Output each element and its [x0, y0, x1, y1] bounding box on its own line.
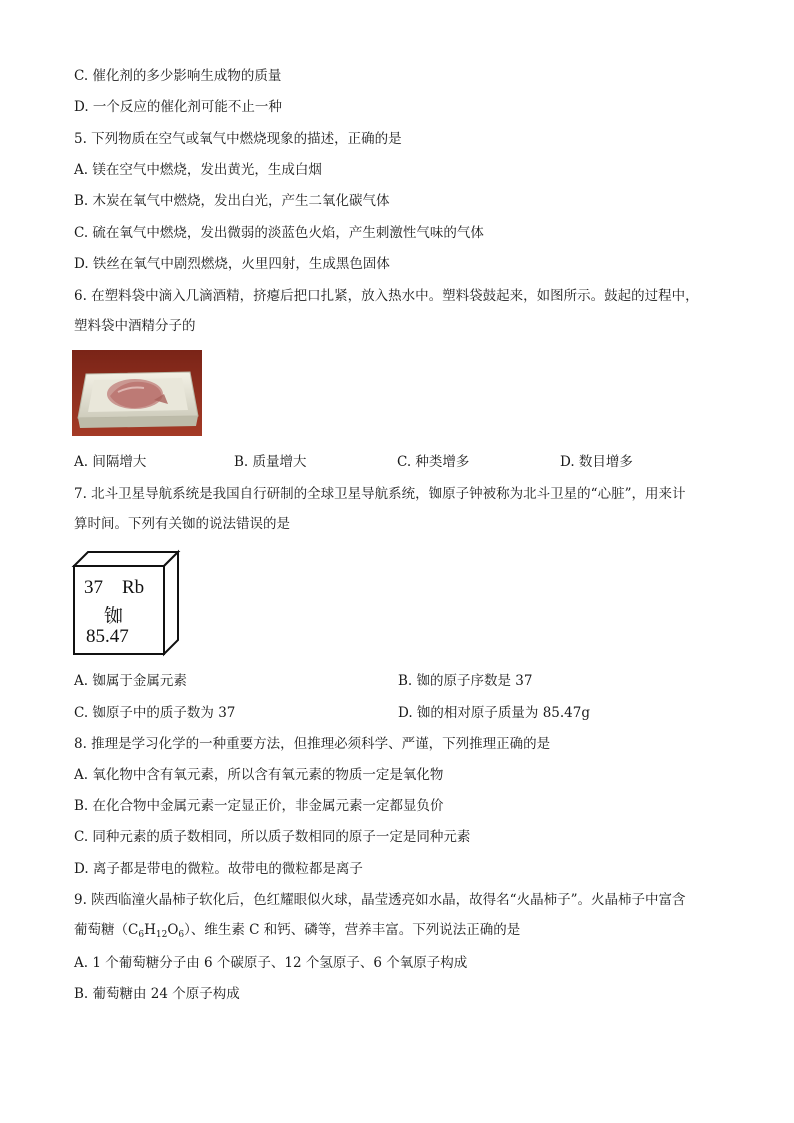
- question-6-line-2: 塑料袋中酒精分子的: [74, 318, 196, 334]
- element-name: 铷: [104, 606, 124, 627]
- q4-option-d: D. 一个反应的催化剂可能不止一种: [74, 99, 282, 115]
- q6-option-d: D. 数目增多: [560, 454, 633, 470]
- question-8: 8. 推理是学习化学的一种重要方法，但推理必须科学、严谨，下列推理正确的是: [74, 736, 551, 752]
- q6-option-a: A. 间隔增大: [74, 454, 147, 470]
- element-symbol: Rb: [122, 577, 145, 598]
- formula-h: H: [144, 922, 156, 938]
- q5-option-b: B. 木炭在氧气中燃烧，发出白光，产生二氧化碳气体: [74, 193, 390, 209]
- subscript-o: 6: [178, 930, 185, 940]
- q8-option-c: C. 同种元素的质子数相同，所以质子数相同的原子一定是同种元素: [74, 829, 471, 845]
- formula-prefix: 葡萄糖（C: [74, 922, 139, 938]
- question-5: 5. 下列物质在空气或氧气中燃烧现象的描述，正确的是: [74, 131, 402, 147]
- q6-option-b: B. 质量增大: [234, 454, 307, 470]
- formula-o: O: [167, 922, 179, 938]
- question-7-line-1: 7. 北斗卫星导航系统是我国自行研制的全球卫星导航系统，铷原子钟被称为北斗卫星的“心脏”，用来计: [74, 486, 686, 502]
- q5-option-a: A. 镁在空气中燃烧，发出黄光，生成白烟: [74, 162, 322, 178]
- q5-option-d: D. 铁丝在氧气中剧烈燃烧，火里四射，生成黑色固体: [74, 256, 390, 272]
- plastic-bag-photo: [72, 350, 202, 436]
- question-9-line-1: 9. 陕西临潼火晶柿子软化后，色红耀眼似火球，晶莹透亮如水晶，故得名“火晶柿子”。火晶柿子中富含: [74, 892, 686, 908]
- q9-option-b: B. 葡萄糖由 24 个原子构成: [74, 986, 240, 1002]
- q4-option-c: C. 催化剂的多少影响生成物的质量: [74, 68, 282, 84]
- q7-option-a: A. 铷属于金属元素: [74, 673, 187, 689]
- q7-option-c: C. 铷原子中的质子数为 37: [74, 705, 236, 721]
- q8-option-b: B. 在化合物中金属元素一定显正价，非金属元素一定都显负价: [74, 798, 444, 814]
- question-9-line-2: [74, 921, 520, 944]
- atomic-mass: 85.47: [86, 626, 129, 647]
- question-7-line-2: 算时间。下列有关铷的说法错误的是: [74, 516, 290, 532]
- q6-option-c: C. 种类增多: [397, 454, 470, 470]
- q9-option-a: A. 1 个葡萄糖分子由 6 个碳原子、12 个氢原子、6 个氧原子构成: [74, 955, 468, 971]
- plastic-bag-image: [72, 350, 202, 436]
- subscript-h: 12: [155, 930, 168, 940]
- q5-option-c: C. 硫在氧气中燃烧，发出微弱的淡蓝色火焰，产生刺激性气味的气体: [74, 225, 484, 241]
- rubidium-element-card: [70, 548, 182, 660]
- atomic-number: 37: [84, 577, 103, 598]
- subscript-c: 6: [138, 930, 145, 940]
- q8-option-d: D. 离子都是带电的微粒。故带电的微粒都是离子: [74, 861, 363, 877]
- q8-option-a: A. 氧化物中含有氧元素，所以含有氧元素的物质一定是氧化物: [74, 767, 444, 783]
- q7-option-b: B. 铷的原子序数是 37: [398, 673, 533, 689]
- q7-option-d: D. 铷的相对原子质量为 85.47g: [398, 705, 591, 721]
- question-6-line-1: 6. 在塑料袋中滴入几滴酒精，挤瘪后把口扎紧，放入热水中。塑料袋鼓起来，如图所示。鼓起的过程中，: [74, 288, 699, 304]
- formula-suffix: ）、维生素 C 和钙、磷等，营养丰富。下列说法正确的是: [184, 922, 521, 938]
